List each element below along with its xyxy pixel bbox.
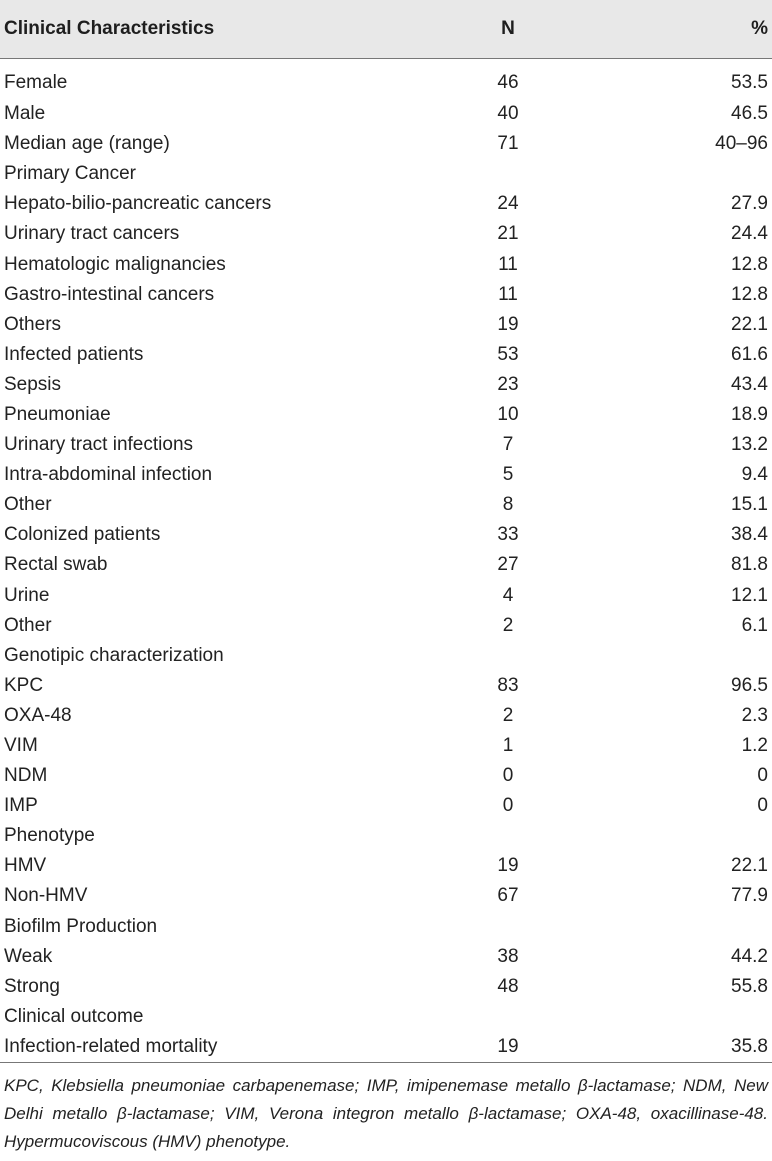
row-percent: 77.9: [731, 885, 768, 907]
row-label: Pneumoniae: [4, 403, 111, 425]
row-count: 38: [497, 945, 519, 967]
header-percent: %: [616, 0, 772, 58]
row-percent: 81.8: [731, 554, 768, 576]
table-row: [0, 550, 772, 580]
row-percent: 2.3: [741, 704, 768, 726]
table-row: [0, 520, 772, 550]
row-percent: [616, 159, 772, 189]
table-row: [0, 1032, 772, 1063]
row-label: NDM: [4, 765, 48, 787]
table-header-row: [0, 0, 772, 58]
row-count: 24: [497, 193, 519, 215]
table-footnote: KPC, Klebsiella pneumoniae carbapenemase; IMP, imipenemase metallo β-lactamase; NDM, New Delhi metallo β-lactamase; VIM, Verona integron metallo β-lactamase; OXA-48, oxacillinase-48. Hypermucoviscous (HMV) phenotype.: [4, 1076, 768, 1151]
row-percent: 18.9: [731, 403, 768, 425]
row-percent: 12.1: [731, 584, 768, 606]
row-count: 5: [502, 464, 514, 486]
row-label: Infected patients: [4, 343, 144, 365]
row-label: Gastro-intestinal cancers: [4, 283, 215, 305]
row-percent: 24.4: [731, 223, 768, 245]
table-row: [0, 189, 772, 219]
table-row: [0, 881, 772, 911]
table-row: [0, 58, 772, 99]
row-label: Urinary tract cancers: [4, 223, 180, 245]
row-count: 0: [502, 765, 514, 787]
row-count: 21: [497, 223, 519, 245]
row-count: 11: [498, 253, 518, 275]
row-label: Urinary tract infections: [4, 434, 194, 456]
row-label: Colonized patients: [4, 524, 161, 546]
row-count: 0: [502, 795, 514, 817]
table-row: [0, 1002, 772, 1032]
table-row: [0, 761, 772, 791]
table-row: [0, 972, 772, 1002]
row-percent: 96.5: [731, 674, 768, 696]
row-label: Female: [4, 72, 68, 93]
row-count: 71: [497, 133, 519, 155]
row-count: 19: [400, 1032, 616, 1063]
row-percent: 61.6: [731, 343, 768, 365]
table-row: [0, 581, 772, 611]
row-count: 11: [498, 283, 518, 305]
row-count: 53: [497, 343, 519, 365]
row-percent: 27.9: [731, 193, 768, 215]
row-count: [400, 159, 616, 189]
table-row: [0, 912, 772, 942]
row-percent: 44.2: [731, 945, 768, 967]
table-row: [0, 400, 772, 430]
row-label: Clinical outcome: [4, 1005, 144, 1027]
row-label: Phenotype: [4, 825, 95, 847]
row-count: 1: [502, 735, 514, 757]
row-label: Biofilm Production: [4, 915, 158, 937]
row-label: KPC: [4, 674, 44, 696]
row-label: Primary Cancer: [4, 163, 136, 185]
table-row: [0, 99, 772, 129]
row-percent: [616, 641, 772, 671]
row-count: 7: [502, 434, 514, 456]
row-label: Strong: [4, 975, 60, 997]
table-row: [0, 430, 772, 460]
row-percent: 15.1: [731, 494, 768, 516]
row-count: [400, 641, 616, 671]
row-percent: 35.8: [616, 1032, 772, 1063]
table-row: [0, 370, 772, 400]
table-row: [0, 641, 772, 671]
header-n: N: [400, 0, 616, 58]
row-count: 27: [497, 554, 519, 576]
row-count: 40: [497, 103, 519, 125]
table-row: [0, 280, 772, 310]
row-label: Hepato-bilio-pancreatic cancers: [4, 193, 272, 215]
table-row: [0, 671, 772, 701]
row-percent: 1.2: [741, 735, 768, 757]
table-row: [0, 129, 772, 159]
row-percent: 22.1: [731, 313, 768, 335]
row-label: Sepsis: [4, 373, 62, 395]
row-percent: [616, 1002, 772, 1032]
table-row: [0, 340, 772, 370]
row-count: 2: [502, 614, 514, 636]
row-label: Intra-abdominal infection: [4, 464, 213, 486]
row-percent: 46.5: [731, 103, 768, 125]
row-percent: 0: [757, 765, 768, 787]
row-label: Genotipic characterization: [4, 644, 224, 666]
row-count: 2: [502, 704, 514, 726]
table-row: [0, 851, 772, 881]
row-label: Hematologic malignancies: [4, 253, 226, 275]
row-count: 8: [502, 494, 514, 516]
header-clinical-characteristics: Clinical Characteristics: [0, 0, 400, 58]
row-count: 33: [497, 524, 519, 546]
row-label: Rectal swab: [4, 554, 108, 576]
row-label: Infection-related mortality: [0, 1032, 400, 1063]
table-row: [0, 611, 772, 641]
row-count: [400, 1002, 616, 1032]
row-count: [400, 821, 616, 851]
row-percent: 40–96: [715, 133, 768, 155]
row-label: Others: [4, 313, 62, 335]
row-count: 67: [497, 885, 519, 907]
table-row: [0, 159, 772, 189]
table-row: [0, 219, 772, 249]
row-percent: 9.4: [741, 464, 768, 486]
table-row: [0, 791, 772, 821]
row-percent: 6.1: [741, 614, 768, 636]
row-count: 19: [497, 313, 519, 335]
row-percent: 12.8: [731, 283, 768, 305]
row-percent: 22.1: [731, 855, 768, 877]
row-count: 4: [502, 584, 514, 606]
row-percent: [616, 821, 772, 851]
row-percent: 12.8: [731, 253, 768, 275]
row-percent: 13.2: [731, 434, 768, 456]
row-count: 46: [497, 72, 519, 93]
table-row: [0, 310, 772, 340]
row-label: Male: [4, 103, 46, 125]
table-row: [0, 249, 772, 279]
row-count: [400, 912, 616, 942]
row-label: Median age (range): [4, 133, 170, 155]
row-percent: [616, 912, 772, 942]
table-row: [0, 821, 772, 851]
table-row: [0, 460, 772, 490]
table-row: [0, 942, 772, 972]
table-body: [0, 58, 772, 1062]
table-row: [0, 731, 772, 761]
row-label: OXA-48: [4, 704, 72, 726]
table-row: [0, 490, 772, 520]
row-label: Urine: [4, 584, 50, 606]
row-label: Weak: [4, 945, 53, 967]
row-count: 83: [497, 674, 519, 696]
row-label: IMP: [4, 795, 38, 817]
row-label: Non-HMV: [4, 885, 88, 907]
row-percent: 55.8: [731, 975, 768, 997]
row-count: 10: [497, 403, 519, 425]
row-label: HMV: [4, 855, 47, 877]
row-percent: 0: [757, 795, 768, 817]
row-label: Other: [4, 494, 52, 516]
row-percent: 38.4: [731, 524, 768, 546]
row-percent: 43.4: [731, 373, 768, 395]
row-count: 48: [497, 975, 519, 997]
row-label: VIM: [4, 735, 38, 757]
row-count: 19: [497, 855, 519, 877]
table-row: [0, 701, 772, 731]
row-percent: 53.5: [731, 72, 768, 93]
row-label: Other: [4, 614, 52, 636]
row-count: 23: [497, 373, 519, 395]
